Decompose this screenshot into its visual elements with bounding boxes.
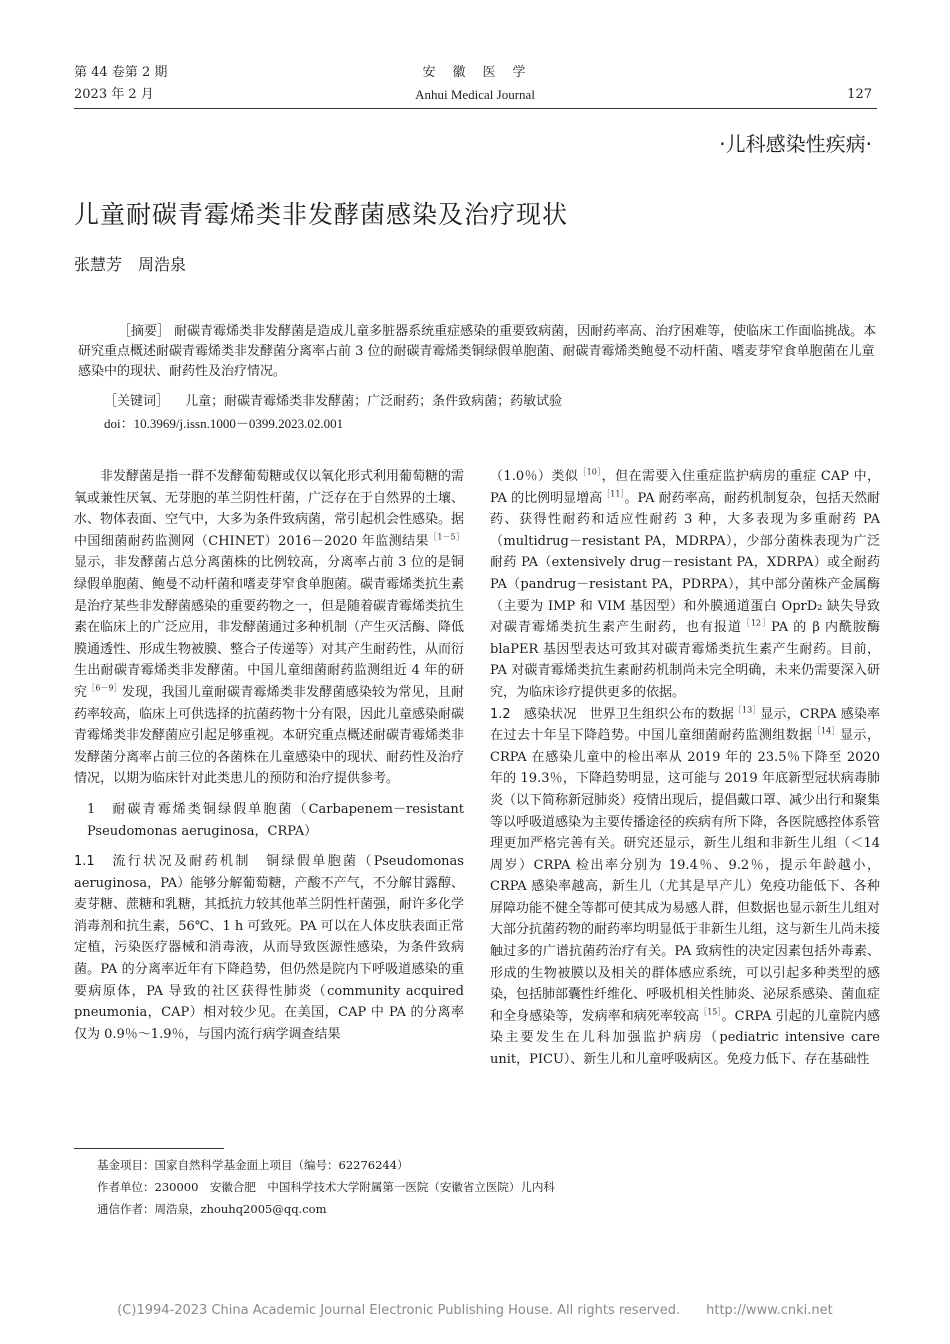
- keywords: [104, 392, 864, 412]
- keywords-label: ［关键词］: [104, 394, 170, 409]
- abstract-text: 耐碳青霉烯类非发酵菌是造成儿童多脏器系统重症感染的重要致病菌，因耐药率高、治疗困难等，使临床工作面临挑战。本研究重点概述耐碳青霉烯类非发酵菌分离率占前 3 位的耐碳青霉烯类铜绿假单胞菌、耐碳青霉烯类鲍曼不动杆菌、嗜麦芽窄食单胞菌在儿童感染中的现状、耐药性及治疗情况。: [78, 324, 877, 379]
- keywords-text: 儿童；耐碳青霉烯类非发酵菌；广泛耐药；条件致病菌；药敏试验: [185, 394, 563, 409]
- page-number: 127: [847, 87, 872, 102]
- citation: ［12］: [741, 618, 772, 628]
- fund-note: 基金项目：国家自然科学基金面上项目（编号：62276244）: [97, 1158, 409, 1172]
- citation: ［13］: [733, 705, 761, 715]
- left-column: [74, 466, 464, 1045]
- paragraph: 1.2 感染状况 世界卫生组织公布的数据$^{[13]}$显示，CRPA 感染率在过去十年呈下降趋势。中国儿童细菌耐药监测组数据$^{[14]}$显示，CRPA 在感染儿童中的检出率从 2019 年的 23.5％下降至 2020 年的 19.3％，下降趋势明显，这可能与 2019 年底新型冠状病毒肺炎（以下简称新冠肺炎）疫情出现后，提倡戴口罩、减少出行和聚集等以呼吸道感染为主要传播途径的疾病有所下降，各医院感控体系管理更加严格完善有关。研究还显示，新生儿组和非新生儿组（＜14 周岁）CRPA 检出率分别为 19.4％、9.2％，提示年龄越小，CRPA 感染率越高，新生儿（尤其是早产儿）免疫功能低下、各种屏障功能不健全等都可使其成为易感人群，但数据也显示新生儿组对大部分抗菌药物的耐药率均明显低于非新生儿组，这与新生儿尚未接触过多的广谱抗菌药治疗有关。PA 致病性的决定因素包括外毒素、形成的生物被膜以及相关的群体感应系统，可以引起多种类型的感染，包括肺部囊性纤维化、呼吸机相关性肺炎、泌尿系感染、菌血症和全身感染等，发病率和病死率较高$^{[15]}$。CRPA 引起的儿童院内感染主要发生在儿科加强监护病房（pediatric intensive care unit，PICU）、新生儿和儿童呼吸病区。免疫力低下、存在基础性: [490, 705, 881, 1068]
- citation: ［15］: [699, 1007, 722, 1017]
- volume-issue: 第 44 卷第 2 期: [74, 65, 168, 80]
- section-heading-1: 1 耐碳青霉烯类铜绿假单胞菌（Carbapenem－resistant Pseudomonas aeruginosa，CRPA）: [87, 801, 464, 839]
- citation: ［11］: [602, 489, 625, 499]
- authors: 张慧芳 周浩泉: [74, 255, 187, 274]
- paragraph: （1.0％）类似$^{[10]}$，但在需要入住重症监护病房的重症 CAP 中，PA 的比例明显增高$^{[11]}$。PA 耐药率高，耐药机制复杂，包括天然耐药、获得性耐药和适应性耐药 3 种，大多表现为多重耐药 PA（multidrug－resistant PA，MDRPA），少部分菌株表现为广泛耐药 PA（extensively drug－resistant PA，XDRPA）或全耐药 PA（pandrug－resistant PA，PDRPA），其中部分菌株产金属酶（主要为 IMP 和 VIM 基因型）和外膜通道蛋白 OprD₂ 缺失导致对碳青霉烯类抗生素产生耐药，也有报道$^{[12]}$PA 的 β 内酰胺酶 blaPER 基因型表达可致其对碳青霉烯类抗生素产生耐药。目前，PA 对碳青霉烯类抗生素耐药机制尚未完全明确，未来仍需要深入研究，为临床诊疗提供更多的依据。: [490, 467, 880, 700]
- abstract-label: ［摘要］: [118, 324, 171, 339]
- abstract: [78, 322, 878, 382]
- doi: doi：10.3969/j.issn.1000－0399.2023.02.001: [104, 416, 344, 431]
- paragraph: 非发酵菌是指一群不发酵葡萄糖或仅以氧化形式利用葡萄糖的需氧或兼性厌氧、无芽胞的革兰阴性杆菌，广泛存在于自然界的土壤、水、物体表面、空气中，大多为条件致病菌，常引起机会性感染。据中国细菌耐药监测网（CHINET）2016－2020 年监测结果$^{[1-5]}$显示，非发酵菌占总分离菌株的比例较高，分离率占前 3 位的是铜绿假单胞菌、鲍曼不动杆菌和嗜麦芽窄食单胞菌。碳青霉烯类抗生素是治疗某些非发酵菌感染的重要药物之一，但是随着碳青霉烯类抗生素在临床上的广泛应用，非发酵菌通过多种机制（产生灭活酶、降低膜通透性、形成生物被膜、整合子传递等）对其产生耐药性，从而衍生出耐碳青霉烯类非发酵菌。中国儿童细菌耐药监测组近 4 年的研究$^{[6-9]}$发现，我国儿童耐碳青霉烯类非发酵菌感染较为常见，且耐药率较高，临床上可供选择的抗菌药物十分有限，因此儿童感染耐碳青霉烯类非发酵菌应引起足够重视。本研究重点概述耐碳青霉烯类非发酵菌分离率占前三位的各菌株在儿童感染中的现状、耐药性及治疗情况，以期为临床针对此类患儿的预防和治疗提供参考。: [74, 469, 465, 787]
- footnote-rule: [74, 1148, 224, 1149]
- journal-name-en: Anhui Medical Journal: [415, 87, 535, 102]
- article-title: 儿童耐碳青霉烯类非发酵菌感染及治疗现状: [74, 200, 569, 229]
- journal-name-cn: 安 徽 医 学: [422, 65, 528, 80]
- section-tag: ·儿科感染性疾病·: [719, 132, 872, 156]
- citation: ［6－9］: [87, 683, 122, 693]
- citation: ［14］: [812, 726, 841, 736]
- header-rule: [74, 108, 877, 109]
- copyright-notice: (C)1994-2023 China Academic Journal Electronic Publishing House. All rights reserved. http://www.cnki.net: [117, 1303, 833, 1318]
- subsection-heading-1-2: 1.2 感染状况: [490, 706, 577, 722]
- right-column: [490, 466, 880, 1071]
- affiliation-note: 作者单位：230000 安徽合肥 中国科学技术大学附属第一医院（安徽省立医院）儿内科: [97, 1180, 555, 1194]
- subsection-heading-1-1: 1.1 流行状况及耐药机制: [74, 854, 251, 870]
- correspondence-note: 通信作者：周浩泉，zhouhq2005@qq.com: [97, 1202, 327, 1216]
- issue-date: 2023 年 2 月: [74, 87, 154, 102]
- paragraph: 1.1 流行状况及耐药机制 铜绿假单胞菌（Pseudomonas aeruginosa，PA）能够分解葡萄糖，产酸不产气，不分解甘露醇、麦芽糖、蔗糖和乳糖，其抵抗力较其他革兰阴性杆菌强，耐许多化学消毒剂和抗生素，56℃、1 h 可致死。PA 可以在人体皮肤表面正常定植，污染医疗器械和消毒液，从而导致医源性感染，为条件致病菌。PA 的分离率近年有下降趋势，但仍然是院内下呼吸道感染的重要病原体，PA 导致的社区获得性肺炎（community acquired pneumonia，CAP）相对较少见。在美国，CAP 中 PA 的分离率仅为 0.9％～1.9％，与国内流行病学调查结果: [74, 854, 465, 1042]
- citation: ［10］: [578, 467, 602, 477]
- citation: ［1－5］: [428, 532, 464, 542]
